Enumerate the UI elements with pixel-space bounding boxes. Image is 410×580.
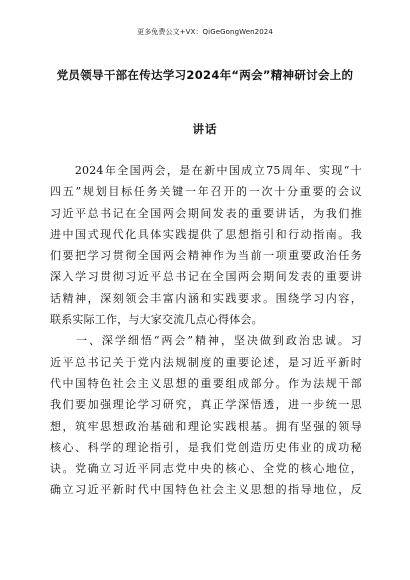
body-line: 确立习近平新时代中国特色社会主义思想的指导地位，反 bbox=[50, 483, 362, 497]
body-line: 诀。党确立习近平同志党中央的核心、全党的核心地位， bbox=[50, 462, 362, 476]
body-line: 习近平总书记在全国两会期间发表的重要讲话，为我们推 bbox=[50, 206, 362, 220]
body-line: 话精神，深刻领会丰富内涵和实践要求。围绕学习内容， bbox=[50, 291, 362, 305]
document-title: 党员领导干部在传达学习2024年“两会”精神研讨会上的 bbox=[56, 68, 354, 82]
body-line: 代中国特色社会主义思想的重要组成部分。作为法规干部 bbox=[50, 376, 362, 390]
body-line: 2024年全国两会，是在新中国成立75周年、实现“十 bbox=[50, 164, 362, 177]
header-note: 更多免费公文+VX：QiGeGongWen2024 bbox=[137, 28, 273, 36]
body-line: 一、深学细悟“两会”精神，坚决做到政治忠诚。习 bbox=[50, 334, 362, 348]
body-line: 核心、科学的理论指引，是我们党创造历史伟业的成功秘 bbox=[50, 440, 362, 454]
document-body bbox=[50, 160, 362, 501]
body-line: 联系实际工作，与大家交流几点心得体会。 bbox=[50, 313, 263, 327]
body-line: 进中国式现代化具体实践提供了思想指引和行动指南。我 bbox=[50, 227, 362, 241]
body-line: 想，筑牢思想政治基础和理论实践根基。拥有坚强的领导 bbox=[50, 419, 362, 433]
body-line: 们要把学习贯彻全国两会精神作为当前一项重要政治任务 bbox=[50, 249, 362, 263]
body-line: 我们要加强理论学习研究，真正学深悟透，进一步统一思 bbox=[50, 398, 362, 412]
body-line: 四五”规划目标任务关键一年召开的一次十分重要的会议 bbox=[50, 185, 362, 199]
document-title-continued: 讲话 bbox=[192, 122, 218, 136]
body-line: 近平总书记关于党内法规制度的重要论述，是习近平新时 bbox=[50, 355, 362, 369]
body-line: 深入学习贯彻习近平总书记在全国两会期间发表的重要讲 bbox=[50, 270, 362, 284]
